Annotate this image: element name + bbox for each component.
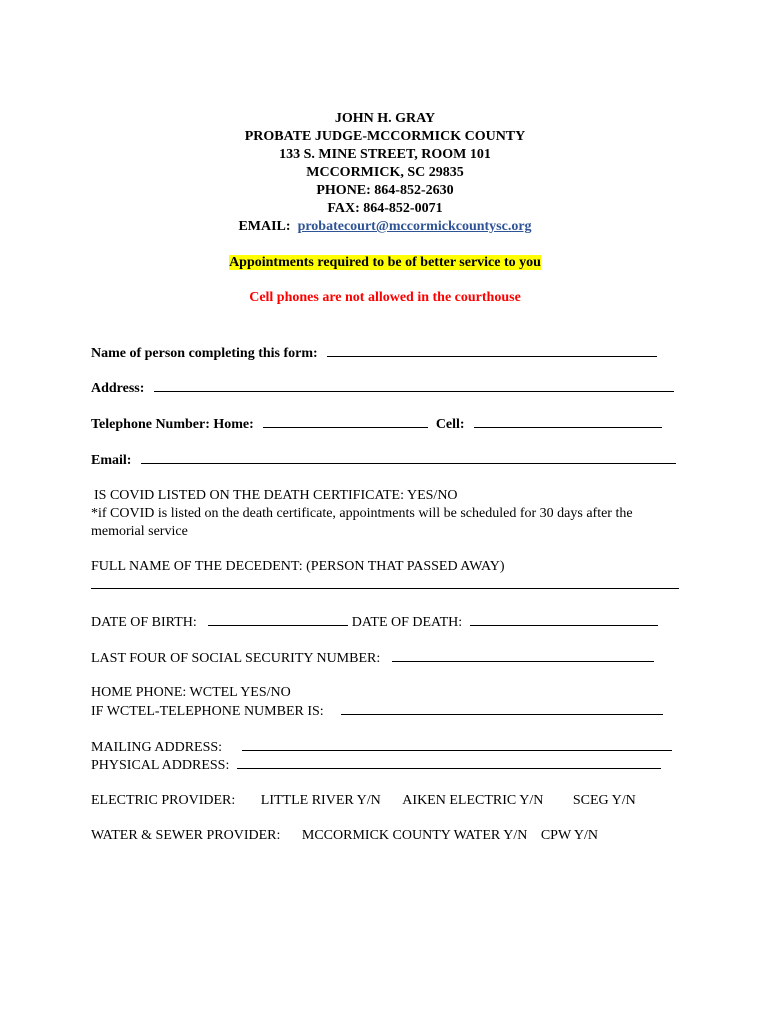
dob-field[interactable]: [208, 613, 348, 626]
decedent-row: [91, 558, 681, 576]
home-phone-row: [91, 684, 681, 702]
judge-title: PROBATE JUDGE-MCCORMICK COUNTY: [244, 129, 526, 144]
wctel-field[interactable]: [341, 702, 663, 715]
ssn-row: [91, 649, 681, 668]
mailing-field[interactable]: [242, 738, 672, 751]
decedent-field[interactable]: [91, 576, 679, 589]
fax-number: FAX: 864-852-0071: [327, 201, 443, 216]
water-row: [91, 827, 681, 845]
cell-phone-notice: Cell phones are not allowed in the courthouse: [249, 290, 521, 305]
wctel-row: [91, 702, 681, 721]
telephone-label: Telephone Number: Home:: [91, 417, 254, 432]
completer-field[interactable]: [327, 344, 657, 357]
electric-option-sceg: SCEG Y/N: [572, 793, 636, 808]
ssn-label: LAST FOUR OF SOCIAL SECURITY NUMBER:: [91, 651, 381, 666]
completer-label: Name of person completing this form:: [91, 346, 318, 361]
dod-field[interactable]: [470, 613, 658, 626]
home-phone-field[interactable]: [263, 415, 428, 428]
appointment-notice-text: Appointments required to be of better service to you: [229, 255, 541, 270]
letterhead: [0, 110, 770, 236]
decedent-label: FULL NAME OF THE DECEDENT: (PERSON THAT PASSED AWAY): [91, 559, 505, 574]
ssn-field[interactable]: [392, 649, 654, 662]
telephone-row: [91, 415, 681, 434]
dod-label: DATE OF DEATH:: [351, 615, 463, 630]
electric-row: [91, 792, 681, 810]
wctel-label: IF WCTEL-TELEPHONE NUMBER IS:: [91, 704, 324, 719]
decedent-line-row: [91, 576, 681, 595]
electric-option-aiken: AIKEN ELECTRIC Y/N: [402, 793, 544, 808]
water-option-mccormick: MCCORMICK COUNTY WATER Y/N: [301, 828, 528, 843]
covid-question-row: [91, 487, 681, 505]
phone-number: PHONE: 864-852-2630: [316, 183, 454, 198]
dob-label: DATE OF BIRTH:: [91, 615, 197, 630]
electric-label: ELECTRIC PROVIDER:: [91, 793, 236, 808]
address-label: Address:: [91, 381, 145, 396]
cell-phone-field[interactable]: [474, 415, 662, 428]
email-field-label: Email:: [91, 453, 132, 468]
completer-row: [91, 344, 681, 363]
judge-name: JOHN H. GRAY: [334, 111, 436, 126]
covid-question: IS COVID LISTED ON THE DEATH CERTIFICATE: YES/NO: [94, 488, 458, 503]
mailing-row: [91, 738, 681, 757]
address-field[interactable]: [154, 379, 674, 392]
email-link[interactable]: probatecourt@mccormickcountysc.org: [297, 219, 532, 234]
water-option-cpw: CPW Y/N: [540, 828, 599, 843]
street-address: 133 S. MINE STREET, ROOM 101: [279, 147, 491, 162]
address-row: [91, 379, 681, 398]
city-state-zip: MCCORMICK, SC 29835: [306, 165, 464, 180]
electric-option-little-river: LITTLE RIVER Y/N: [260, 793, 381, 808]
email-field[interactable]: [141, 451, 676, 464]
email-line: [0, 218, 770, 236]
physical-field[interactable]: [237, 756, 661, 769]
covid-note: *if COVID is listed on the death certificate, appointments will be scheduled for 30 days after the memorial service: [91, 506, 633, 539]
home-phone-label: HOME PHONE: WCTEL YES/NO: [91, 685, 291, 700]
appointment-notice: [0, 254, 770, 272]
physical-row: [91, 756, 681, 775]
physical-label: PHYSICAL ADDRESS:: [91, 758, 230, 773]
email-label: EMAIL:: [238, 219, 291, 234]
cell-label: Cell:: [435, 417, 465, 432]
water-label: WATER & SEWER PROVIDER:: [91, 828, 281, 843]
dates-row: [91, 613, 681, 632]
mailing-label: MAILING ADDRESS:: [91, 740, 223, 755]
email-row: [91, 451, 681, 470]
